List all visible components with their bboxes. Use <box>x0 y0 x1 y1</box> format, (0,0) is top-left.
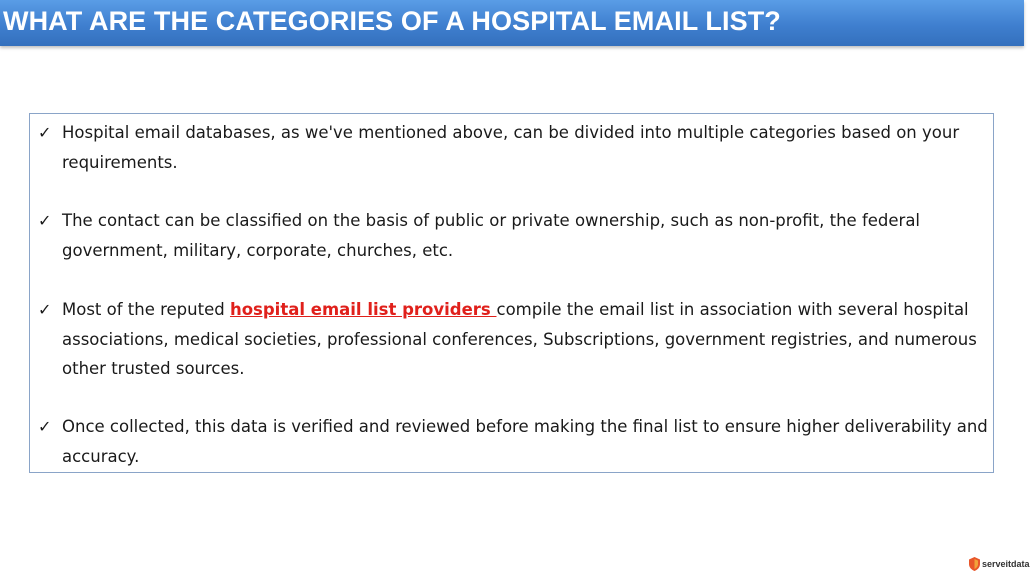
check-icon: ✓ <box>38 417 52 436</box>
bullet-text: Once collected, this data is verified and reviewed before making the final list to ensure higher deliverability and accuracy. <box>62 417 988 466</box>
hospital-email-list-providers-link[interactable]: hospital email list providers <box>229 300 497 319</box>
content-box <box>29 113 994 473</box>
bullet-text <box>62 295 988 384</box>
bullet-item-4 <box>38 412 988 471</box>
logo-text: serveitdata <box>982 559 1030 569</box>
title-bar <box>0 0 1024 46</box>
page-title: WHAT ARE THE CATEGORIES OF A HOSPITAL EMAIL LIST? <box>3 6 781 36</box>
bullet-item-1 <box>38 118 988 177</box>
bullet-item-2 <box>38 206 988 265</box>
logo-mark-icon <box>969 557 980 571</box>
check-icon: ✓ <box>38 123 52 142</box>
bullet-text-after: compile the email list in association with several hospital associations, medical societies, professional conferences, Subscriptions, government registries, and numerous other trusted sources. <box>62 300 977 378</box>
check-icon: ✓ <box>38 300 52 319</box>
bullet-text-before: Most of the reputed <box>62 300 230 319</box>
brand-logo <box>969 556 1030 572</box>
bullet-text: The contact can be classified on the basis of public or private ownership, such as non-profit, the federal government, military, corporate, churches, etc. <box>62 211 921 260</box>
bullet-item-3 <box>38 295 988 384</box>
check-icon: ✓ <box>38 211 52 230</box>
bullet-text: Hospital email databases, as we've mentioned above, can be divided into multiple categories based on your requirements. <box>62 123 960 172</box>
